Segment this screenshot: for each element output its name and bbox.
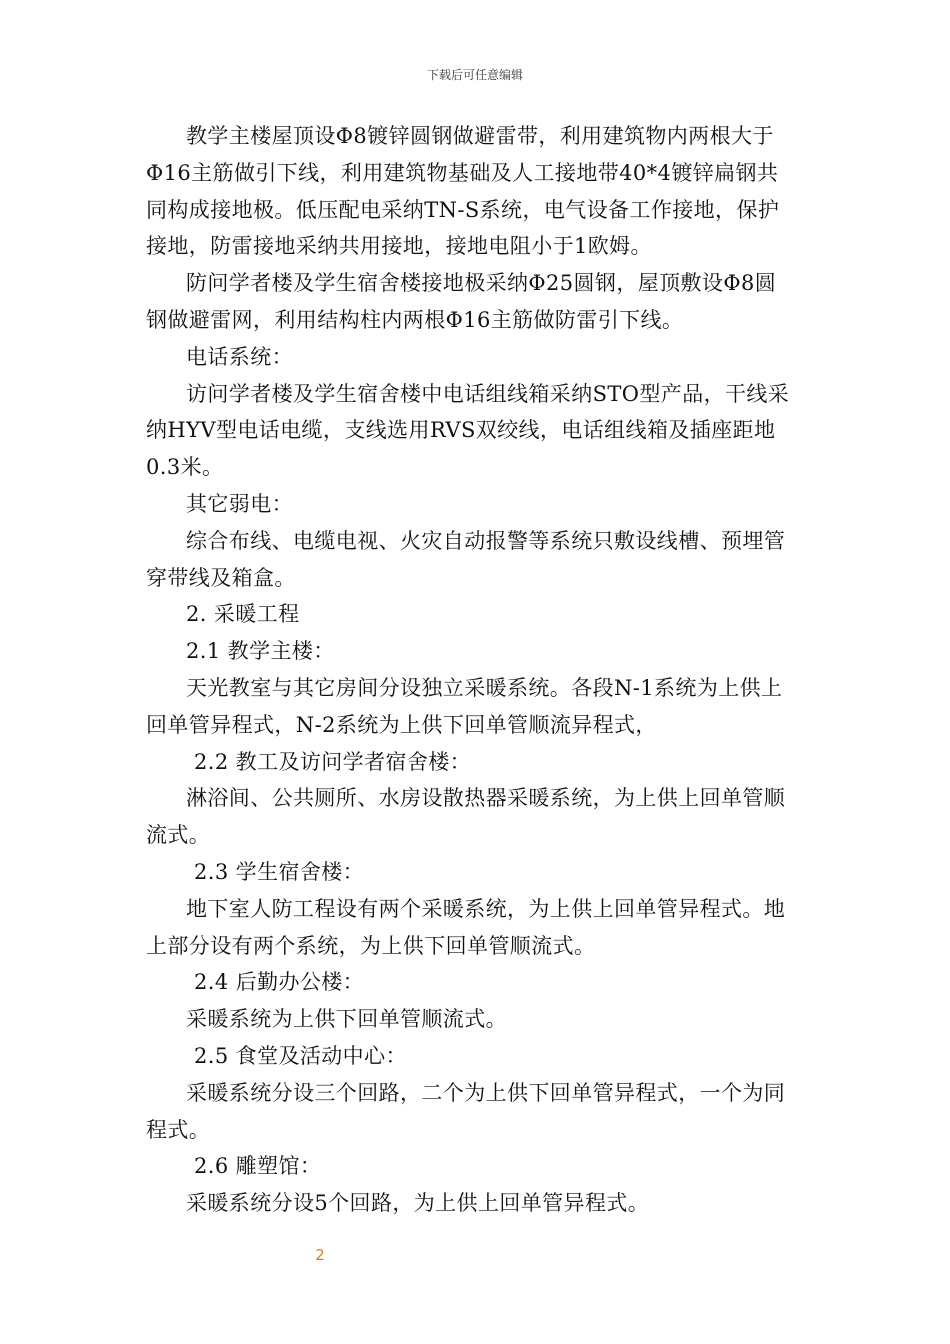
heading-main-teaching-building: 2.1 教学主楼： bbox=[186, 639, 335, 664]
paragraph-grounding: 防问学者楼及学生宿舍楼接地极采纳Φ25圆钢，屋顶敷设Φ8圆钢做避雷网，利用结构柱内两根Φ16主筋做防雷引下线。 bbox=[146, 271, 777, 332]
paragraph-staff-dormitory: 淋浴间、公共厕所、水房设散热器采暖系统，为上供上回单管顺流式。 bbox=[146, 786, 786, 848]
document-body bbox=[146, 118, 796, 1222]
paragraph-logistics-office: 采暖系统为上供下回单管顺流式。 bbox=[186, 1007, 507, 1032]
heading-heating-engineering: 2. 采暖工程 bbox=[186, 602, 300, 627]
paragraph-sculpture-hall: 采暖系统分设5个回路，为上供上回单管异程式。 bbox=[186, 1191, 650, 1216]
heading-sculpture-hall: 2.6 雕塑馆： bbox=[194, 1154, 322, 1179]
heading-canteen-activity-center: 2.5 食堂及活动中心： bbox=[194, 1043, 407, 1068]
paragraph-lightning-protection: 教学主楼屋顶设Φ8镀锌圆钢做避雷带，利用建筑物内两根大于Φ16主筋做引下线，利用建筑物基础及人工接地带40*4镀锌扁钢共同构成接地极。低压配电采纳TN-S系统，电气设备工作接地，保护接地，防雷接地采纳共用接地，接地电阻小于1欧姆。 bbox=[146, 124, 780, 259]
heading-staff-dormitory: 2.2 教工及访问学者宿舍楼： bbox=[194, 749, 472, 774]
paragraph-student-dormitory: 地下室人防工程设有两个采暖系统，为上供上回单管异程式。地上部分设有两个系统，为上供下回单管顺流式。 bbox=[146, 896, 786, 958]
heading-other-weak-current: 其它弱电： bbox=[186, 491, 293, 516]
heading-logistics-office: 2.4 后勤办公楼： bbox=[194, 970, 365, 995]
heading-student-dormitory: 2.3 学生宿舍楼： bbox=[194, 859, 365, 884]
paragraph-canteen-activity-center: 采暖系统分设三个回路，二个为上供下回单管异程式，一个为同程式。 bbox=[146, 1080, 786, 1142]
heading-telephone-system: 电话系统： bbox=[186, 344, 293, 369]
paragraph-telephone-system: 访问学者楼及学生宿舍楼中电话组线箱采纳STO型产品，干线采纳HYV型电话电缆，支线选用RVS双绞线，电话组线箱及插座距地0.3米。 bbox=[146, 381, 790, 480]
paragraph-other-weak-current: 综合布线、电缆电视、火灾自动报警等系统只敷设线槽、预埋管穿带线及箱盒。 bbox=[146, 528, 786, 590]
paragraph-main-teaching-building: 天光教室与其它房间分设独立采暖系统。各段N-1系统为上供上回单管异程式，N-2系统为上供下回单管顺流异程式， bbox=[146, 675, 783, 737]
page-header: 下载后可任意编辑 bbox=[426, 68, 523, 82]
page-number: 2 bbox=[315, 1246, 325, 1264]
